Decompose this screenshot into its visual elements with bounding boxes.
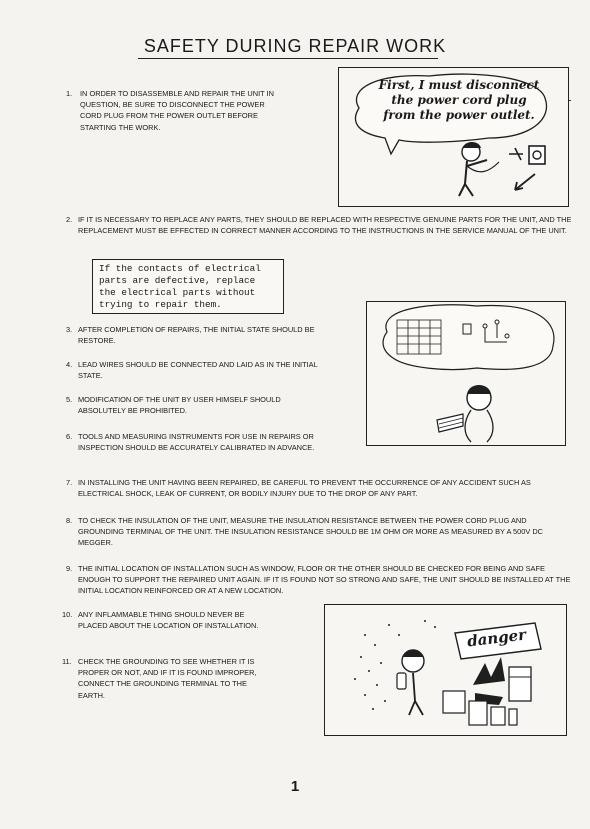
speech-bubble-text: [369, 78, 549, 123]
item-text: TOOLS AND MEASURING INSTRUMENTS FOR USE IN REPAIRS OR INSPECTION SHOULD BE ACCURATELY CALIBRATED IN ADVANCE.: [78, 432, 315, 453]
safety-item-11: [62, 656, 267, 701]
item-text: THE INITIAL LOCATION OF INSTALLATION SUCH AS WINDOW, FLOOR OR THE OTHER SHOULD BE CHECKED FOR BEING AND SAFE ENOUGH TO SUPPORT THE REPAIRED UNIT AGAIN. IF IT IS FOUND NOT SO STRONG AND SAFE, THE UNIT SHOULD BE INSTALLED AT THE INITIAL LOCATION REINFORCED OR AT A NEW LOCATION.: [78, 564, 571, 596]
danger-sign-text: danger: [466, 625, 527, 651]
item-number: 10.: [62, 610, 73, 619]
note-line-1: If the contacts of electrical: [99, 263, 261, 274]
safety-item-6: [66, 431, 320, 453]
note-line-3: the electrical parts without: [99, 287, 256, 298]
item-number: 5.: [66, 395, 73, 404]
safety-item-8: [66, 515, 572, 549]
item-number: 6.: [66, 432, 73, 441]
bubble-line-2: the power cord plug: [391, 93, 527, 107]
item-text: IF IT IS NECESSARY TO REPLACE ANY PARTS, THEY SHOULD BE REPLACED WITH RESPECTIVE GENUINE PARTS FOR THE UNIT, AND THE REPLACEMENT MUST BE EFFECTED IN CORRECT MANNER ACCORDING TO THE INSTRUCTIONS IN THE SERVICE MANUAL OF THE UNIT.: [78, 215, 572, 236]
safety-item-3: [66, 324, 320, 346]
safety-item-2: [66, 214, 572, 236]
item-number: 8.: [66, 516, 73, 525]
item-text: TO CHECK THE INSULATION OF THE UNIT, MEASURE THE INSULATION RESISTANCE BETWEEN THE POWER CORD PLUG AND GROUNDING TERMINAL OF THE UNIT. THE INSULATION RESISTANCE SHOULD BE 1M OHM OR MORE AS MEASURED BY A 500V DC MEGGER.: [78, 516, 544, 548]
illustration-service-manual: [366, 301, 566, 446]
page-number: 1: [290, 778, 300, 795]
item-number: 3.: [66, 325, 73, 334]
safety-item-7: [66, 477, 572, 499]
note-box: [92, 259, 284, 314]
item-text: LEAD WIRES SHOULD BE CONNECTED AND LAID AS IN THE INITIAL STATE.: [78, 360, 318, 381]
safety-item-4: [66, 359, 320, 381]
safety-item-5: [66, 394, 320, 416]
bubble-line-3: from the power outlet.: [383, 108, 535, 122]
note-line-4: trying to repair them.: [99, 299, 222, 310]
item-number: 1.: [66, 89, 73, 98]
page-title: SAFETY DURING REPAIR WORK: [143, 36, 447, 56]
item-text: ANY INFLAMMABLE THING SHOULD NEVER BE PLACED ABOUT THE LOCATION OF INSTALLATION.: [78, 610, 259, 631]
safety-item-1: [66, 88, 284, 133]
illustration-inflammable-danger: [324, 604, 567, 736]
note-line-2: parts are defective, replace: [99, 275, 256, 286]
item-number: 9.: [66, 564, 73, 573]
item-number: 7.: [66, 478, 73, 487]
item-number: 4.: [66, 360, 73, 369]
bubble-line-1: First, I must disconnect: [378, 78, 540, 92]
illustration-disconnect-plug: [338, 67, 569, 207]
item-text: AFTER COMPLETION OF REPAIRS, THE INITIAL STATE SHOULD BE RESTORE.: [78, 325, 315, 346]
item-text: IN ORDER TO DISASSEMBLE AND REPAIR THE UNIT IN QUESTION, BE SURE TO DISCONNECT THE POWER CORD PLUG FROM THE POWER OUTLET BEFORE STARTING THE WORK.: [80, 89, 274, 132]
safety-item-9: [66, 563, 572, 597]
service-manual-drawing: [367, 302, 565, 445]
title-underline: [138, 58, 438, 59]
safety-item-10: [62, 609, 267, 631]
item-text: MODIFICATION OF THE UNIT BY USER HIMSELF SHOULD ABSOLUTELY BE PROHIBITED.: [78, 395, 281, 416]
item-text: CHECK THE GROUNDING TO SEE WHETHER IT IS PROPER OR NOT, AND IF IT IS FOUND IMPROPER, CONNECT THE GROUNDING TERMINAL TO THE EARTH.: [78, 657, 257, 700]
inflammable-danger-drawing: [325, 605, 566, 735]
item-number: 2.: [66, 215, 73, 224]
item-text: IN INSTALLING THE UNIT HAVING BEEN REPAIRED, BE CAREFUL TO PREVENT THE OCCURRENCE OF ANY ACCIDENT SUCH AS ELECTRICAL SHOCK, LEAK OF CURRENT, OR BODILY INJURY DUE TO THE DROP OF ANY PART.: [78, 478, 531, 499]
item-number: 11.: [62, 657, 72, 666]
